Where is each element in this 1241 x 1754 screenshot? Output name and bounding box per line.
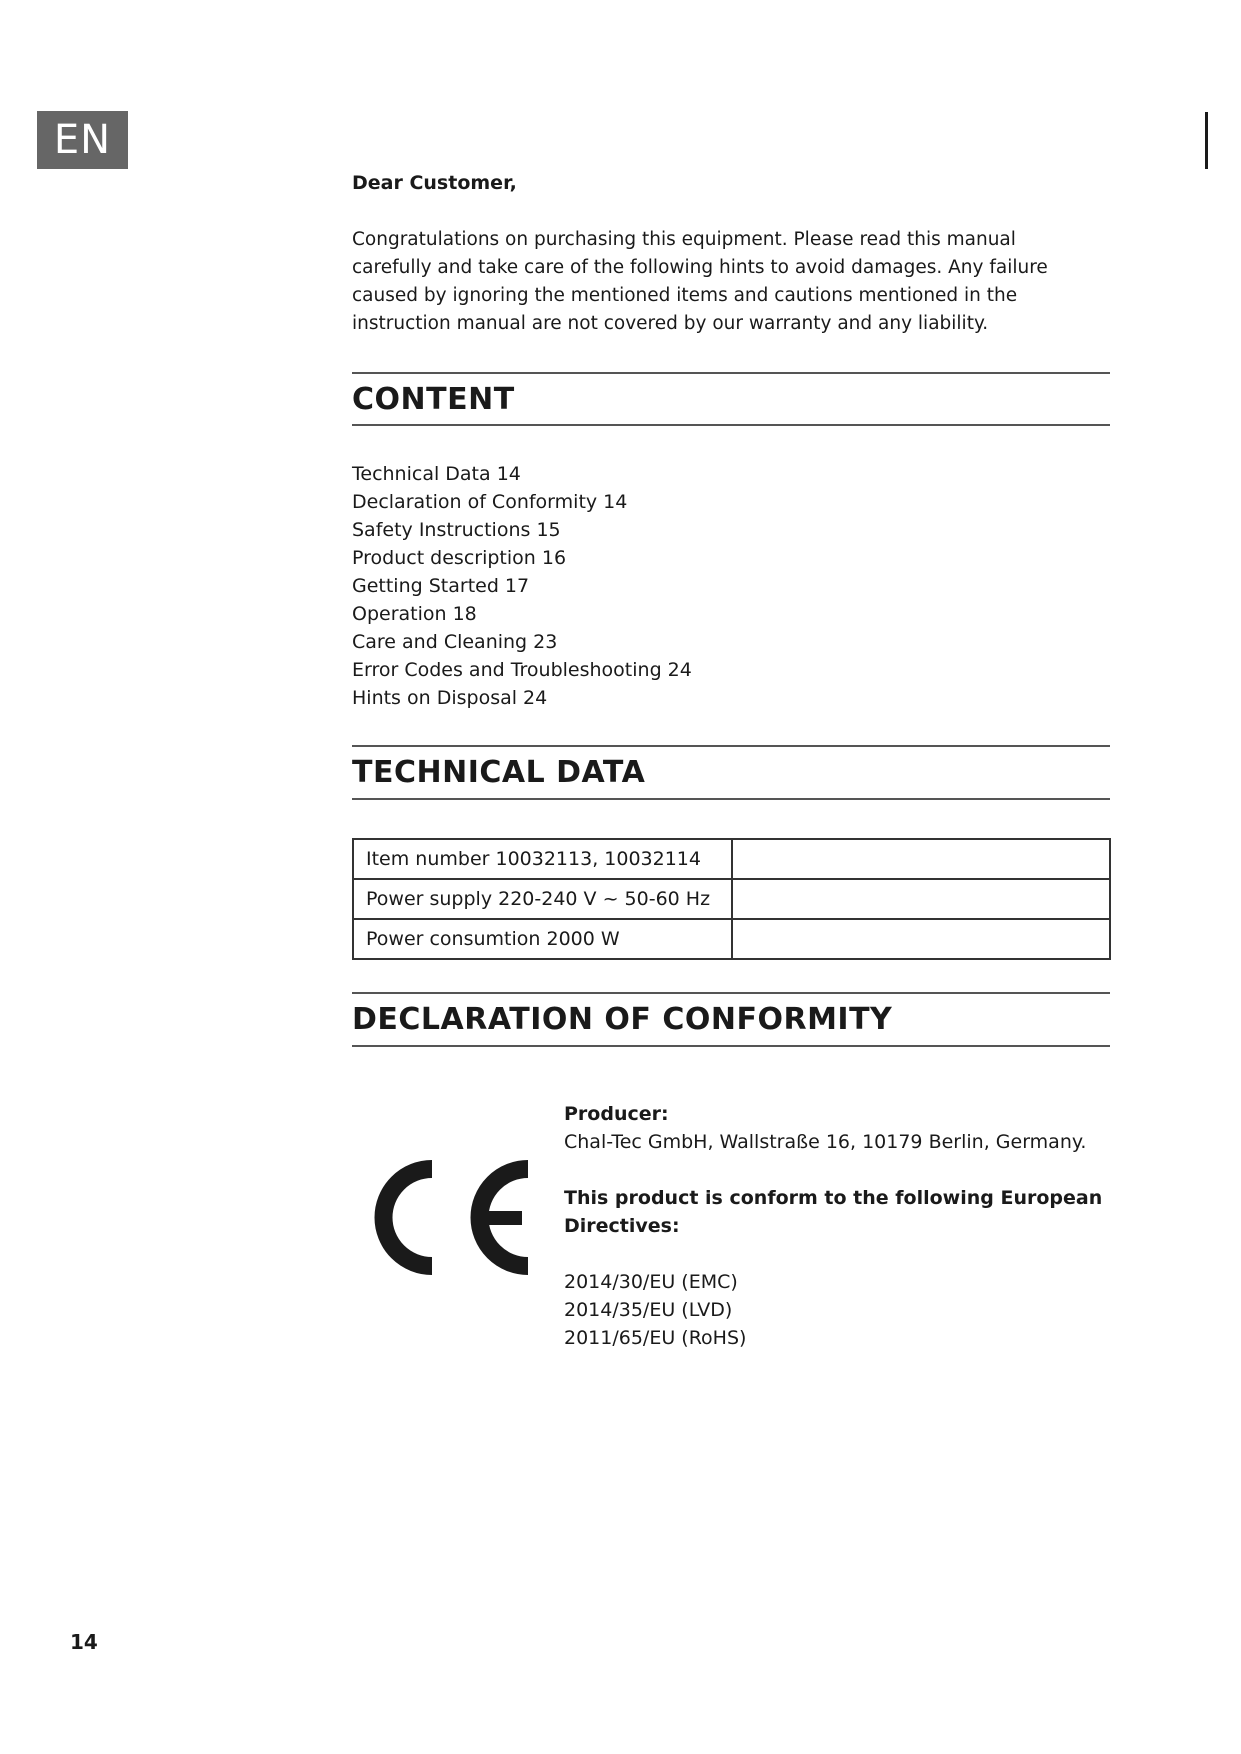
language-tab: EN <box>37 111 128 169</box>
section-rule-top <box>352 745 1110 747</box>
technical-data-heading: TECHNICAL DATA <box>352 755 646 790</box>
directive-item: 2014/35/EU (LVD) <box>564 1299 733 1321</box>
table-cell <box>732 919 1111 959</box>
section-rule-bottom <box>352 1045 1110 1047</box>
producer-address: Chal-Tec GmbH, Wallstraße 16, 10179 Berlin, Germany. <box>564 1131 1087 1153</box>
table-row <box>353 879 1110 919</box>
content-heading: CONTENT <box>352 382 515 417</box>
toc-item: Getting Started 17 <box>352 575 530 597</box>
section-rule-top <box>352 372 1110 374</box>
producer-label: Producer: <box>564 1103 669 1125</box>
page-edge-marker <box>1205 112 1208 169</box>
section-rule-bottom <box>352 798 1110 800</box>
table-cell <box>732 839 1111 879</box>
greeting: Dear Customer, <box>352 172 517 194</box>
declaration-block <box>564 1100 1104 1352</box>
toc-item: Error Codes and Troubleshooting 24 <box>352 659 692 681</box>
toc-item: Hints on Disposal 24 <box>352 687 548 709</box>
table-of-contents <box>352 460 692 712</box>
conformity-heading: DECLARATION OF CONFORMITY <box>352 1002 893 1037</box>
toc-item: Technical Data 14 <box>352 463 521 485</box>
toc-item: Safety Instructions 15 <box>352 519 561 541</box>
directive-item: 2014/30/EU (EMC) <box>564 1271 738 1293</box>
directives-title: This product is conform to the following European Directives: <box>564 1187 1103 1237</box>
table-cell: Power supply 220-240 V ~ 50-60 Hz <box>353 879 732 919</box>
intro-paragraph: Congratulations on purchasing this equipment. Please read this manual carefully and take care of the following hints to avoid damages. Any failure caused by ignoring the mentioned items and cautions mentioned in the instruction manual are not covered by our warranty and any liability. <box>352 229 1048 334</box>
table-row <box>353 839 1110 879</box>
table-cell: Item number 10032113, 10032114 <box>353 839 732 879</box>
toc-item: Product description 16 <box>352 547 567 569</box>
table-cell: Power consumtion 2000 W <box>353 919 732 959</box>
technical-data-table <box>352 838 1111 960</box>
table-row <box>353 919 1110 959</box>
directive-item: 2011/65/EU (RoHS) <box>564 1327 747 1349</box>
page-number: 14 <box>70 1630 98 1654</box>
table-cell <box>732 879 1111 919</box>
ce-mark-icon <box>370 1155 535 1280</box>
toc-item: Care and Cleaning 23 <box>352 631 558 653</box>
toc-item: Declaration of Conformity 14 <box>352 491 628 513</box>
section-rule-top <box>352 992 1110 994</box>
section-rule-bottom <box>352 424 1110 426</box>
toc-item: Operation 18 <box>352 603 477 625</box>
